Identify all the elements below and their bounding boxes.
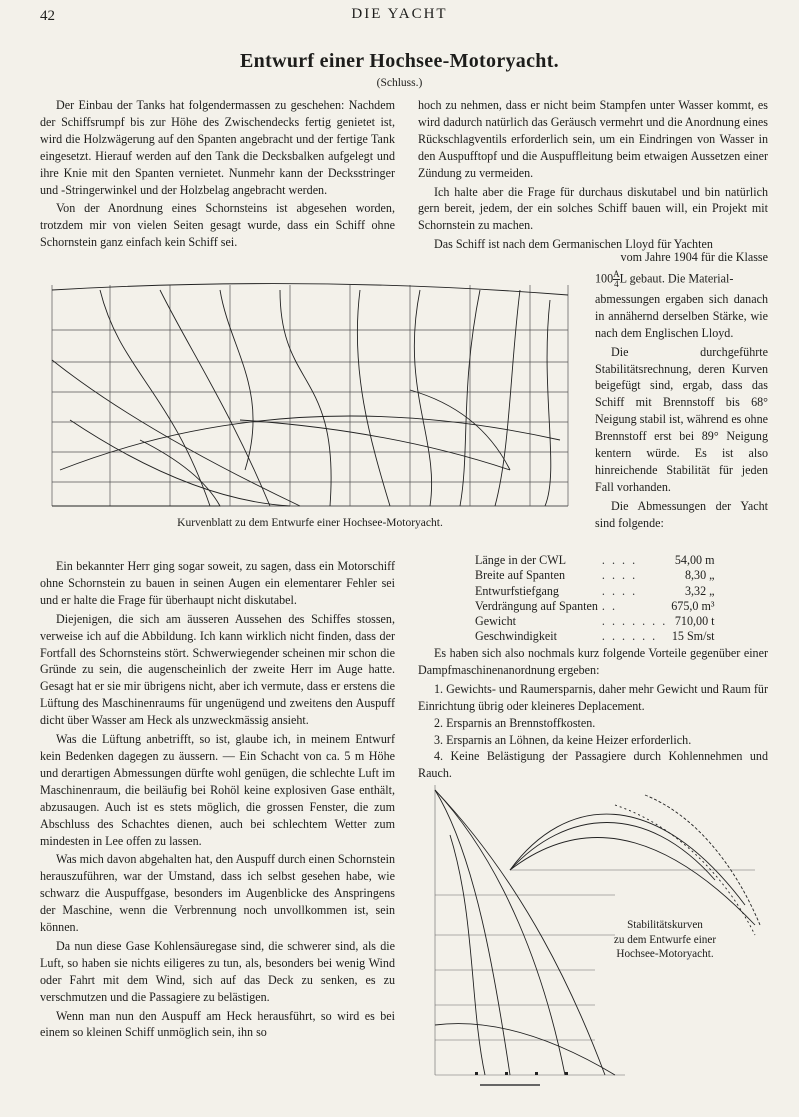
- paragraph: Wenn man nun den Auspuff am Heck herausführt, so wird es bei einem so kleinen Schiff unmöglich sein, ihn so: [40, 1008, 395, 1040]
- specs-table: [475, 553, 719, 645]
- spec-label: Gewicht: [475, 614, 516, 629]
- paragraph: hoch zu nehmen, dass er nicht beim Stampfen unter Wasser kommt, es wird dadurch natürlich das Geräusch vermehrt und die Anordnung eines Rückschlagventils erforderlich sein, um ein Eindringen von Wasser in den Auspufftopf und die Auspuffleitung beim etwaigen Aussetzen einer Zündung zu vermeiden.: [418, 98, 768, 180]
- paragraph: Ein bekannter Herr ging sogar soweit, zu sagen, dass ein Motorschiff ohne Schornstein zu bauen in seinen Augen ein elementarer Fehler sei und er halte die Frage für überhaupt nicht diskutabel.: [40, 559, 395, 607]
- spec-row: [475, 599, 719, 614]
- spec-value: 8,30 „: [684, 568, 715, 583]
- paragraph: vom Jahre 1904 für die Klasse: [620, 250, 768, 264]
- class-prefix: 100: [595, 271, 614, 286]
- paragraph: Diejenigen, die sich am äusseren Aussehen des Schiffes stossen, verweise ich auf die Abbildung. Ich kann wirklich nicht finden, dass der Fortfall des Schornsteins stört. Schwerwiegender scheinen mir schon die Gründe zu sein, die augenscheinlich der zweite Herr im Auge hatte. Gesagt hat er sie mir übrigens nicht, aber ich vermute, dass er erstens die Lüftung des Maschinenraums für ungenügend und zweitens den Auspuff dicht über Wasser am Heck als unzweckmässig ansieht.: [40, 611, 395, 728]
- paragraph: Da nun diese Gase Kohlensäuregase sind, die schwerer sind, als die Luft, so haben sie nichts eiligeres zu tun, als, besonders bei wenig Wind oder Fahrt mit dem Wind, sich auf das Deck zu senken, es zu verschmutzen und die Passagiere zu belästigen.: [40, 938, 395, 1004]
- spec-row: [475, 584, 719, 599]
- spec-row: [475, 568, 719, 583]
- spec-label: Entwurfstiefgang: [475, 583, 559, 598]
- list-item: 2. Ersparnis an Brennstoffkosten.: [434, 715, 596, 730]
- spec-label: Verdrängung auf Spanten: [475, 598, 598, 613]
- spec-dots: . . . . . .: [601, 629, 658, 644]
- caption-line: Hochsee-Motoryacht.: [616, 948, 714, 960]
- caption-line: zu dem Entwurfe einer: [613, 933, 717, 946]
- curve-sheet-figure: [40, 270, 580, 515]
- advantages-intro: Es haben sich also nochmals kurz folgende Vorteile gegenüber einer Dampfmaschinenanordnung ergeben:: [418, 646, 768, 677]
- spec-label: Breite auf Spanten: [475, 568, 566, 583]
- spec-dots: . . . . . . .: [601, 614, 668, 629]
- class-line: [595, 270, 768, 289]
- figure1-caption: Kurvenblatt zu dem Entwurfe einer Hochsee-Motoryacht.: [177, 517, 443, 529]
- paragraph: Die Abmessungen der Yacht sind folgende:: [595, 498, 768, 530]
- article-subtitle: (Schluss.): [376, 77, 423, 89]
- journal-title: DIE YACHT: [351, 6, 448, 22]
- class-fraction: $\frac{A}{4}$: [613, 268, 620, 289]
- paragraph: Von der Anordnung eines Schornsteins ist abgesehen worden, trotzdem mir von vielen Seiten gesagt wurde, dass ein Schiff ohne Schornstein ganz einfach kein Schiff sei.: [40, 201, 395, 250]
- paragraph: abmessungen ergaben sich danach in annähernd derselben Stärke, wie nach dem Englischen Lloyd.: [595, 291, 768, 340]
- spec-row: [475, 614, 719, 629]
- left-top-text: [40, 97, 395, 253]
- list-item: 4. Keine Belästigung der Passagiere durch Kohlennehmen und Rauch.: [418, 749, 768, 781]
- narrow-column-text: [595, 249, 768, 534]
- list-item: 1. Gewichts- und Raumersparnis, daher mehr Gewicht und Raum für Einrichtung übrig oder kleineres Deplacement.: [418, 681, 768, 713]
- paragraph: Das Schiff ist nach dem Germanischen Lloyd für Yachten: [434, 237, 713, 252]
- caption-line: Stabilitätskurven: [627, 919, 703, 931]
- class-suffix: L gebaut. Die Material-: [619, 271, 734, 286]
- advantages-text: [418, 645, 768, 782]
- spec-value: 710,00 t: [674, 614, 715, 629]
- left-bottom-text: [40, 558, 395, 1043]
- right-top-text: [418, 97, 768, 255]
- paragraph: Der Einbau der Tanks hat folgendermassen zu geschehen: Nachdem der Schiffsrumpf bis zur Höhe des Zwischendecks fertig genietet ist, wird die Holzwägerung auf den Spanten angebracht und der fertige Tank eingesetzt. Hierauf werden auf den Tank die Decksbalken aufgelegt und ihre Knie mit den Spanten vernietet. Nunmehr kann der Decksstringer und -Stringerwinkel und der Holzbelag angebracht werden.: [40, 98, 395, 197]
- spec-value: 675,0 m³: [671, 598, 715, 613]
- paragraph: Was mich davon abgehalten hat, den Auspuff durch einen Schornstein herauszuführen, war der Umstand, dass ich selbst gesehen habe, wie schwarz die Auspuffgase, besonders im Augenblicke des Anspringens der Maschine, wenn die Verbrennung noch unvollkommen ist, sein können.: [40, 852, 395, 935]
- spec-value: 3,32 „: [684, 583, 715, 598]
- spec-dots: . . . .: [601, 583, 638, 598]
- page-number: 42: [40, 8, 55, 24]
- figure2-caption: [580, 918, 750, 962]
- paragraph: Was die Lüftung anbetrifft, so ist, glaube ich, in meinem Entwurf kein Bedenken dagegen zu äussern. — Ein Schacht von ca. 5 m Höhe und derartigen Abmessungen dürfte wohl genügen, die schlechte Luft im Maschinenraum, die beiläufig bei Rohöl keine explosiven Gase enthält, abzusaugen. Auch ist es stets möglich, die grossen Fenster, die zum Abschluss des Schachtes dienen, auch bei schlechtem Wetter zum mindesten in Lee offen zu lassen.: [40, 732, 395, 848]
- advantages-list: [418, 681, 768, 782]
- spec-dots: . .: [601, 598, 617, 613]
- paragraph: Die durchgeführte Stabilitätsrechnung, deren Kurven beigefügt sind, ergab, dass das Schiff mit Brennstoff bis 68° Neigung stabil ist, während es ohne Brennstoff erst bei 89° Neigung kentern würde. Es ist also hinreichende Stabilität für jeden Fall vorhanden.: [595, 344, 768, 494]
- paragraph: Ich halte aber die Frage für durchaus diskutabel und bin natürlich gern bereit, jedem, der ein solches Schiff bauen will, ein Projekt mit Schornstein zu machen.: [418, 184, 768, 233]
- article-title: Entwurf einer Hochsee-Motoryacht.: [240, 50, 559, 72]
- spec-value: 54,00 m: [674, 553, 715, 567]
- spec-dots: . . . .: [601, 553, 638, 567]
- spec-label: Länge in der CWL: [475, 553, 567, 567]
- spec-row: [475, 553, 719, 568]
- spec-value: 15 Sm/st: [671, 629, 715, 644]
- list-item: 3. Ersparnis an Löhnen, da keine Heizer erforderlich.: [434, 732, 692, 747]
- spec-label: Geschwindigkeit: [475, 629, 557, 644]
- spec-dots: . . . .: [601, 568, 638, 583]
- spec-row: [475, 629, 719, 644]
